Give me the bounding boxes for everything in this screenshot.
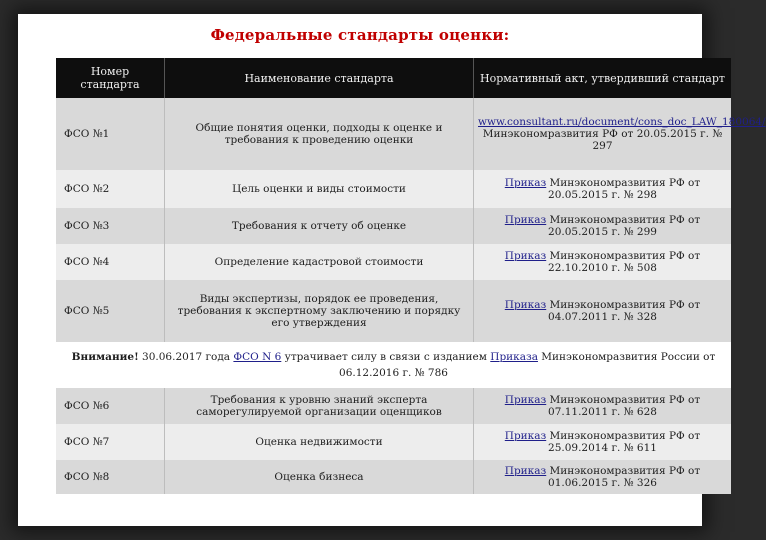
table-row [56,424,731,460]
standard-number: ФСО №6 [56,388,165,424]
act-text: Минэкономразвития РФ от 20.05.2015 г. № 299 [546,214,701,238]
act-text: Минэкономразвития РФ от 01.06.2015 г. № 326 [546,465,701,489]
header-act: Нормативный акт, утвердивший стандарт [474,58,732,98]
standard-number: ФСО №8 [56,460,165,494]
standard-act [474,460,732,494]
header-name: Наименование стандарта [165,58,474,98]
standard-name: Цель оценки и виды стоимости [165,170,474,208]
standard-number: ФСО №7 [56,424,165,460]
act-link[interactable]: Приказ [504,250,547,262]
standard-act [474,244,732,280]
notice-link-order[interactable]: Приказа [490,351,538,363]
act-link[interactable]: Приказ [504,214,547,226]
standard-number: ФСО №1 [56,98,165,170]
standard-act [474,424,732,460]
standard-act [474,170,732,208]
act-text: Минэкономразвития РФ от 20.05.2015 г. № 297 [482,128,723,152]
table-row [56,280,731,342]
standard-name: Виды экспертизы, порядок ее проведения, требования к экспертному заключению и порядку его утверждения [165,280,474,342]
notice-row [56,342,731,388]
act-link[interactable]: Приказ [504,430,547,442]
table-row [56,460,731,494]
standard-name: Оценка бизнеса [165,460,474,494]
act-link[interactable]: Приказ [504,299,547,311]
standard-name: Требования к уровню знаний эксперта саморегулируемой организации оценщиков [165,388,474,424]
slide-title: Федеральные стандарты оценки: [210,26,510,44]
act-text: Минэкономразвития РФ от 20.05.2015 г. № 298 [546,177,701,201]
standard-act [474,388,732,424]
act-link[interactable]: Приказ [504,465,547,477]
table-row [56,244,731,280]
standard-number: ФСО №5 [56,280,165,342]
notice-part: 30.06.2017 года [138,351,234,363]
standards-table [56,58,766,494]
standard-name: Общие понятия оценки, подходы к оценке и требования к проведению оценки [165,98,474,170]
standard-number: ФСО №2 [56,170,165,208]
notice-part: Минэкономразвития России от 06.12.2016 г. № 786 [339,351,716,379]
table-row [56,170,731,208]
table-row [56,208,731,244]
standard-number: ФСО №3 [56,208,165,244]
standard-number: ФСО №4 [56,244,165,280]
standard-act [474,280,732,342]
act-text: Минэкономразвития РФ от 04.07.2011 г. № 328 [546,299,701,323]
notice-text [56,342,731,388]
standard-name: Определение кадастровой стоимости [165,244,474,280]
table-header-row [56,58,731,98]
table-row [56,388,731,424]
act-link[interactable]: Приказ [504,394,547,406]
act-text: Минэкономразвития РФ от 25.09.2014 г. № 611 [546,430,701,454]
act-link[interactable]: Приказ [504,177,547,189]
act-link[interactable]: www.consultant.ru/document/cons_doc_LAW_180064/ [478,116,766,128]
table-row [56,98,731,170]
standard-act [474,98,766,170]
notice-part: утрачивает силу в связи с изданием [281,351,491,363]
standard-act [474,208,732,244]
header-number: Номер стандарта [56,58,165,98]
act-text: Минэкономразвития РФ от 22.10.2010 г. № 508 [546,250,701,274]
notice-link-fso6[interactable]: ФСО N 6 [233,351,282,363]
notice-warning: Внимание! [71,351,139,363]
standard-name: Требования к отчету об оценке [165,208,474,244]
standard-name: Оценка недвижимости [165,424,474,460]
act-text: Минэкономразвития РФ от 07.11.2011 г. № 628 [546,394,701,418]
